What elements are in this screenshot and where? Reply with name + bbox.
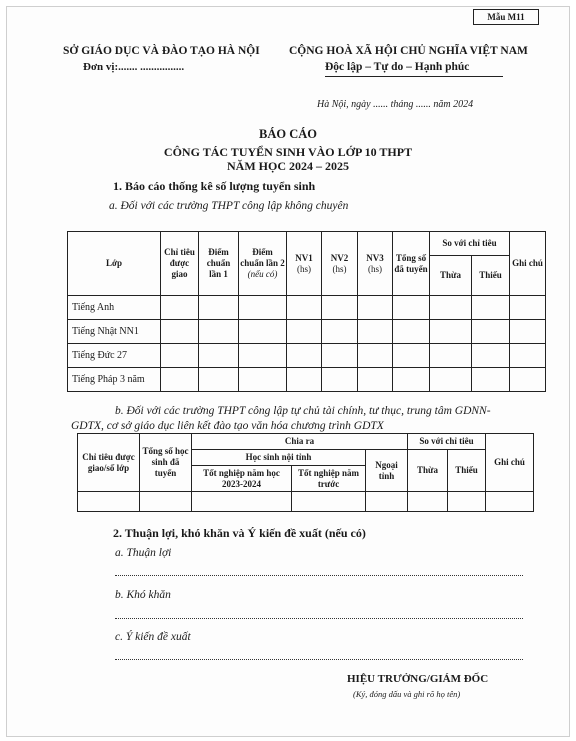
dotted-line xyxy=(115,659,523,660)
col-header-totnghiep-previous: Tốt nghiệp năm trước xyxy=(292,466,366,492)
motto-underline xyxy=(325,76,503,77)
col-header-nv3 xyxy=(358,232,393,296)
section-1-heading: 1. Báo cáo thống kê số lượng tuyển sinh xyxy=(113,179,316,193)
document-page xyxy=(6,6,570,737)
section-2c-label: c. Ý kiến đề xuất xyxy=(115,631,191,643)
col-header-tongso-b: Tổng số học sinh đã tuyển xyxy=(140,434,192,492)
national-motto: Độc lập – Tự do – Hạnh phúc xyxy=(325,61,470,73)
col-header-lop: Lớp xyxy=(68,232,161,296)
col-header-thua-b: Thừa xyxy=(408,450,448,492)
col-header-thua: Thừa xyxy=(430,256,472,296)
row-label: Tiếng Pháp 3 năm xyxy=(68,368,161,392)
col-header-diem1: Điểm chuẩn lần 1 xyxy=(199,232,239,296)
table-row xyxy=(78,492,534,512)
col-header-hsnoitinh: Học sinh nội tỉnh xyxy=(192,450,366,466)
col-header-nv1-unit: (hs) xyxy=(297,263,311,274)
col-header-ghichu: Ghi chú xyxy=(510,232,546,296)
table-b xyxy=(77,433,534,512)
row-label: Tiếng Nhật NN1 xyxy=(68,320,161,344)
col-header-nv2-unit: (hs) xyxy=(332,263,347,274)
form-code-box: Mẫu M11 xyxy=(473,9,539,25)
place-date: Hà Nội, ngày ...... tháng ...... năm 2024 xyxy=(317,99,474,110)
col-header-diem2-label: Điểm chuẩn lần 2 xyxy=(240,247,285,268)
table-row xyxy=(68,368,546,392)
dotted-line xyxy=(115,575,523,576)
section-2a-label: a. Thuận lợi xyxy=(115,547,172,559)
col-header-thieu-b: Thiếu xyxy=(448,450,486,492)
col-header-chiara: Chia ra xyxy=(192,434,408,450)
dept-name: SỞ GIÁO DỤC VÀ ĐÀO TẠO HÀ NỘI xyxy=(63,45,260,57)
col-header-tongso: Tổng số đã tuyển xyxy=(393,232,430,296)
col-header-nv3-label: NV3 xyxy=(366,252,384,263)
col-header-nv1 xyxy=(287,232,322,296)
col-header-thieu: Thiếu xyxy=(472,256,510,296)
school-year: NĂM HỌC 2024 – 2025 xyxy=(227,159,349,173)
dotted-line xyxy=(115,618,523,619)
section-1a-heading: a. Đối với các trường THPT công lập không chuyên xyxy=(109,200,349,212)
col-header-diem2-note: (nếu có) xyxy=(247,269,278,279)
republic-title: CỘNG HOÀ XÃ HỘI CHỦ NGHĨA VIỆT NAM xyxy=(289,45,528,57)
section-1b-heading-line2: GDTX, cơ sở giáo dục liên kết đào tạo văn hóa chương trình GDTX xyxy=(71,420,384,432)
signature-note: (Ký, đóng dấu và ghi rõ họ tên) xyxy=(353,689,461,699)
row-label: Tiếng Anh xyxy=(68,296,161,320)
col-header-totnghiep-current: Tốt nghiệp năm học 2023-2024 xyxy=(192,466,292,492)
col-header-chitieu-b: Chỉ tiêu được giao/số lớp xyxy=(78,434,140,492)
table-row xyxy=(68,344,546,368)
col-header-ghichu-b: Ghi chú xyxy=(486,434,534,492)
col-header-ngoaitinh: Ngoại tỉnh xyxy=(366,450,408,492)
row-label: Tiếng Đức 27 xyxy=(68,344,161,368)
col-header-diem2 xyxy=(239,232,287,296)
report-subtitle: CÔNG TÁC TUYỂN SINH VÀO LỚP 10 THPT xyxy=(163,145,413,159)
table-row xyxy=(68,296,546,320)
col-header-nv1-label: NV1 xyxy=(295,252,313,263)
section-2-heading: 2. Thuận lợi, khó khăn và Ý kiến đề xuất (nếu có) xyxy=(113,526,366,540)
col-header-sovoi-b: So với chỉ tiêu xyxy=(408,434,486,450)
table-row xyxy=(68,320,546,344)
signature-title: HIỆU TRƯỞNG/GIÁM ĐỐC xyxy=(347,673,489,685)
col-header-nv2-label: NV2 xyxy=(330,252,349,263)
section-2b-label: b. Khó khăn xyxy=(115,589,171,601)
col-header-nv2 xyxy=(322,232,358,296)
col-header-nv3-unit: (hs) xyxy=(368,263,382,274)
col-header-sovoi: So với chỉ tiêu xyxy=(430,232,510,256)
unit-line: Đơn vị:....... ................ xyxy=(83,61,185,73)
col-header-chitieu: Chỉ tiêu được giao xyxy=(161,232,199,296)
table-a xyxy=(67,231,546,392)
report-title: BÁO CÁO xyxy=(259,127,317,141)
section-1b-heading-line1: b. Đối với các trường THPT công lập tự chủ tài chính, tư thục, trung tâm GDNN- xyxy=(115,405,491,417)
